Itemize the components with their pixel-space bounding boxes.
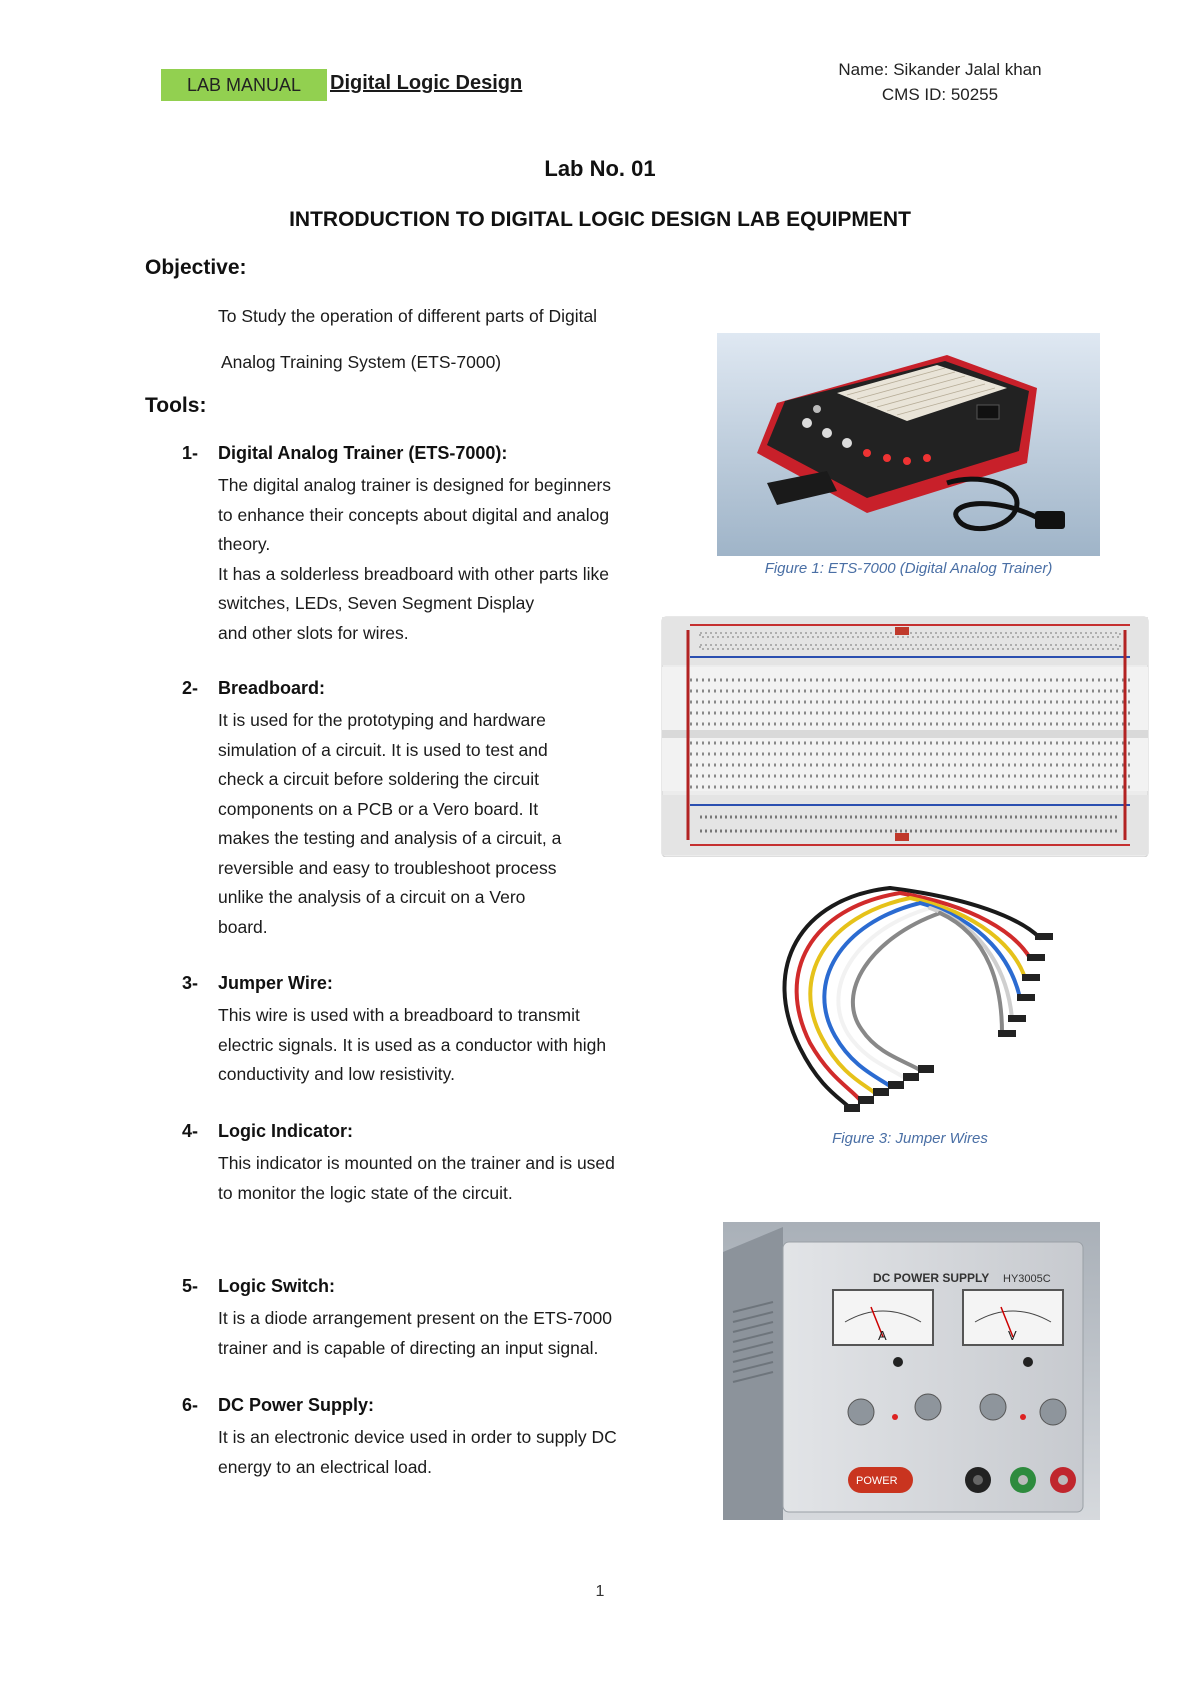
tool-6-title: DC Power Supply:	[218, 1395, 375, 1415]
tool-3-description	[218, 1001, 606, 1090]
student-info	[820, 57, 1060, 107]
lab-manual-tag: LAB MANUAL	[161, 69, 327, 101]
tool-2-line: board.	[218, 916, 268, 937]
breadboard-image	[660, 605, 1150, 857]
tool-1-line: theory.	[218, 534, 271, 554]
tool-3-title: Jumper Wire:	[218, 973, 333, 993]
tool-2-line: It is used for the prototyping and hardware	[218, 710, 546, 730]
tool-2-number: 2-	[182, 678, 199, 698]
tool-4-line: to monitor the logic state of the circuit.	[218, 1182, 513, 1203]
tool-5-description	[218, 1304, 612, 1363]
ets-7000-trainer-image	[717, 333, 1100, 556]
tool-4-description	[218, 1149, 615, 1208]
tool-2-title: Breadboard:	[218, 678, 326, 698]
meter-a-label: A	[878, 1328, 887, 1343]
tool-1-line: to enhance their concepts about digital and analog	[218, 504, 610, 525]
tool-1-line: It has a solderless breadboard with other parts like	[218, 563, 610, 584]
tool-2-line: makes the testing and analysis of a circuit, a	[218, 828, 562, 848]
psu-label: DC POWER SUPPLY	[873, 1271, 990, 1285]
page-number: 1	[595, 1583, 605, 1600]
tool-4-line: This indicator is mounted on the trainer and is used	[218, 1153, 615, 1173]
tool-2-line: check a circuit before soldering the circuit	[218, 769, 539, 789]
course-title: Digital Logic Design	[330, 72, 523, 94]
meter-v-label: V	[1008, 1328, 1017, 1343]
tool-4-title: Logic Indicator:	[218, 1121, 353, 1141]
tool-6-line: energy to an electrical load.	[218, 1456, 433, 1477]
tool-2-description	[218, 706, 561, 942]
psu-model: HY3005C	[1003, 1273, 1051, 1285]
objective-line-2: Analog Training System (ETS-7000)	[221, 352, 502, 372]
tool-2-line: reversible and easy to troubleshoot process	[218, 857, 557, 878]
tool-3-line: conductivity and low resistivity.	[218, 1064, 455, 1084]
tool-3-number: 3-	[182, 973, 199, 993]
tool-6-line: It is an electronic device used in order to supply DC	[218, 1427, 617, 1447]
tool-5-line: It is a diode arrangement present on the ETS-7000	[218, 1308, 612, 1328]
tools-heading: Tools:	[145, 394, 207, 417]
tool-6-description	[218, 1423, 617, 1482]
tool-2-line: unlike the analysis of a circuit on a Vero	[218, 887, 526, 907]
tool-5-number: 5-	[182, 1276, 199, 1296]
jumper-wires-image	[740, 878, 1080, 1118]
tool-1-line: and other slots for wires.	[218, 622, 409, 643]
tool-3-line: This wire is used with a breadboard to transmit	[218, 1005, 580, 1025]
tool-1-line: The digital analog trainer is designed for beginners	[218, 475, 612, 495]
cms-id: CMS ID: 50255	[881, 85, 999, 104]
figure-1-caption: Figure 1: ETS-7000 (Digital Analog Trainer)	[764, 560, 1053, 577]
tool-1-line: switches, LEDs, Seven Segment Display	[218, 593, 535, 613]
student-name: Name: Sikander Jalal khan	[838, 60, 1042, 79]
tool-1-description	[218, 471, 611, 648]
lab-title: INTRODUCTION TO DIGITAL LOGIC DESIGN LAB EQUIPMENT	[289, 208, 911, 231]
tool-2-line: simulation of a circuit. It is used to test and	[218, 739, 548, 760]
tool-3-line: electric signals. It is used as a conductor with high	[218, 1034, 607, 1055]
lab-number: Lab No. 01	[544, 156, 656, 181]
power-label: POWER	[856, 1475, 898, 1487]
tool-1-title: Digital Analog Trainer (ETS-7000):	[218, 443, 508, 463]
tool-5-title: Logic Switch:	[218, 1276, 335, 1296]
tool-6-number: 6-	[182, 1395, 199, 1415]
tool-1-number: 1-	[182, 443, 199, 463]
tool-4-number: 4-	[182, 1121, 199, 1141]
dc-power-supply-image	[723, 1222, 1100, 1520]
objective-line-1: To Study the operation of different parts of Digital	[218, 306, 598, 326]
objective-heading: Objective:	[145, 256, 247, 279]
tool-2-line: components on a PCB or a Vero board. It	[218, 798, 539, 819]
figure-3-caption: Figure 3: Jumper Wires	[832, 1130, 988, 1147]
tool-5-line: trainer and is capable of directing an input signal.	[218, 1337, 599, 1358]
